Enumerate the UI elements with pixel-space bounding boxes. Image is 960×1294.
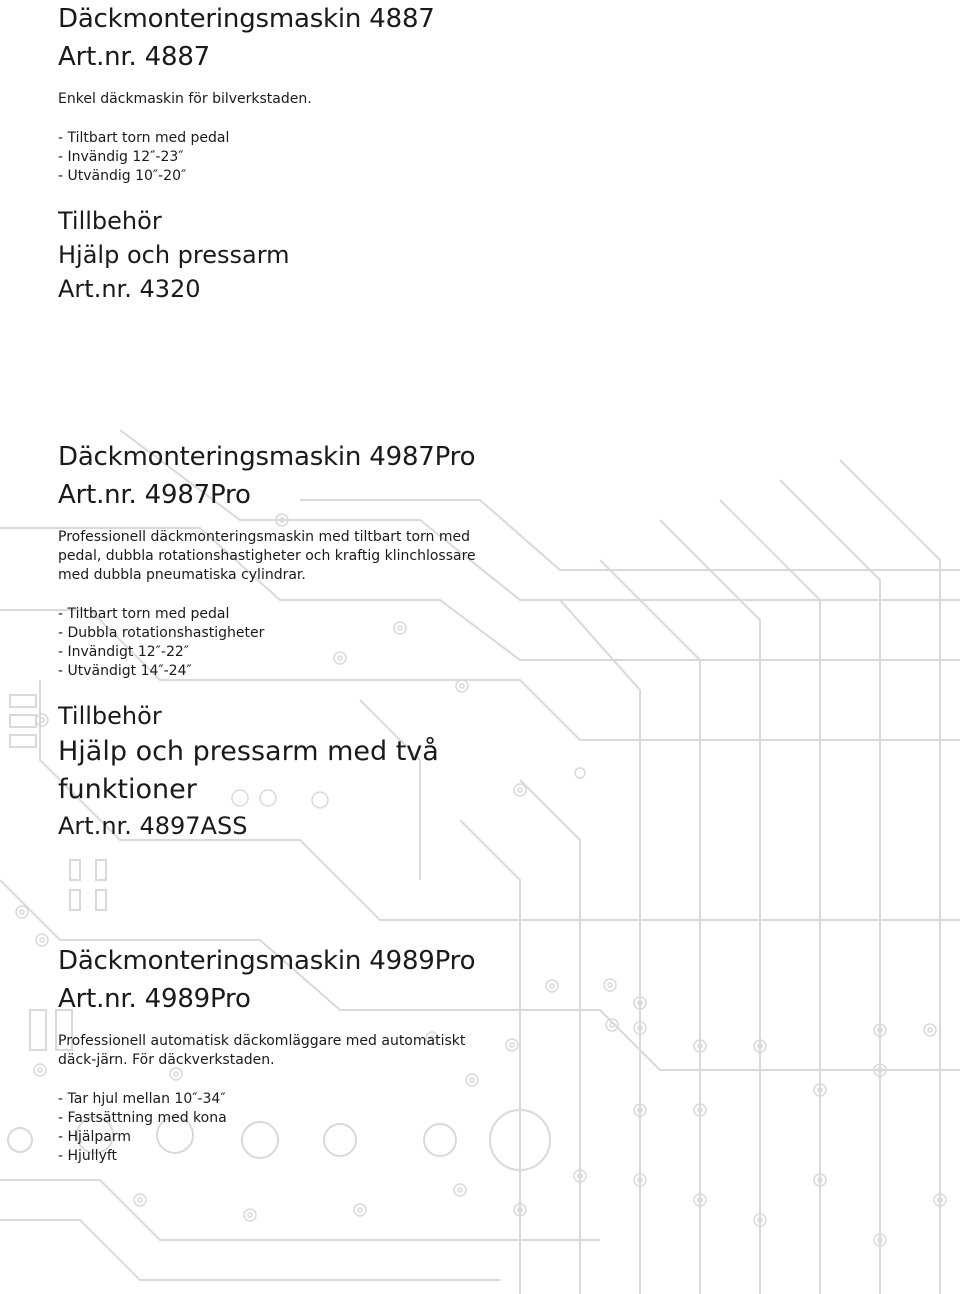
feature-item: - Tiltbart torn med pedal xyxy=(58,606,230,622)
product-description: Enkel däckmaskin för bilverkstaden. xyxy=(58,91,312,107)
feature-item: - Tar hjul mellan 10″-34″ xyxy=(58,1091,226,1107)
product-section-4989pro xyxy=(58,942,918,1166)
accessory-heading: Tillbehör xyxy=(58,702,162,730)
feature-item: - Utvändigt 14″-24″ xyxy=(58,663,192,679)
feature-item: - Fastsättning med kona xyxy=(58,1110,227,1126)
product-title: Däckmonteringsmaskin 4987Pro xyxy=(58,442,476,472)
product-artnr: Art.nr. 4987Pro xyxy=(58,480,251,510)
product-title: Däckmonteringsmaskin 4887 xyxy=(58,4,435,34)
product-artnr: Art.nr. 4887 xyxy=(58,42,211,72)
accessory-artnr: Art.nr. 4320 xyxy=(58,275,201,303)
feature-item: - Utvändig 10″-20″ xyxy=(58,168,187,184)
product-section-4987pro xyxy=(58,438,918,843)
feature-item: - Hjullyft xyxy=(58,1148,118,1164)
product-description: Professionell däckmonteringsmaskin med tiltbart torn med pedal, dubbla rotationshastigheter och kraftig klinchlossare med dubbla pneumatiska cylindrar. xyxy=(58,529,476,583)
feature-item: - Tiltbart torn med pedal xyxy=(58,130,230,146)
feature-item: - Hjälparm xyxy=(58,1129,132,1145)
accessory-heading: Tillbehör xyxy=(58,207,162,235)
product-title: Däckmonteringsmaskin 4989Pro xyxy=(58,946,476,976)
product-section-4887 xyxy=(58,0,918,306)
accessory-artnr: Art.nr. 4897ASS xyxy=(58,812,248,840)
product-description: Professionell automatisk däckomläggare med automatiskt däck-järn. För däckverkstaden. xyxy=(58,1033,466,1068)
feature-item: - Invändig 12″-23″ xyxy=(58,149,184,165)
feature-item: - Invändigt 12″-22″ xyxy=(58,644,189,660)
product-artnr: Art.nr. 4989Pro xyxy=(58,984,251,1014)
feature-item: - Dubbla rotationshastigheter xyxy=(58,625,265,641)
accessory-name: Hjälp och pressarm med två funktioner xyxy=(58,736,439,805)
accessory-name: Hjälp och pressarm xyxy=(58,241,290,269)
